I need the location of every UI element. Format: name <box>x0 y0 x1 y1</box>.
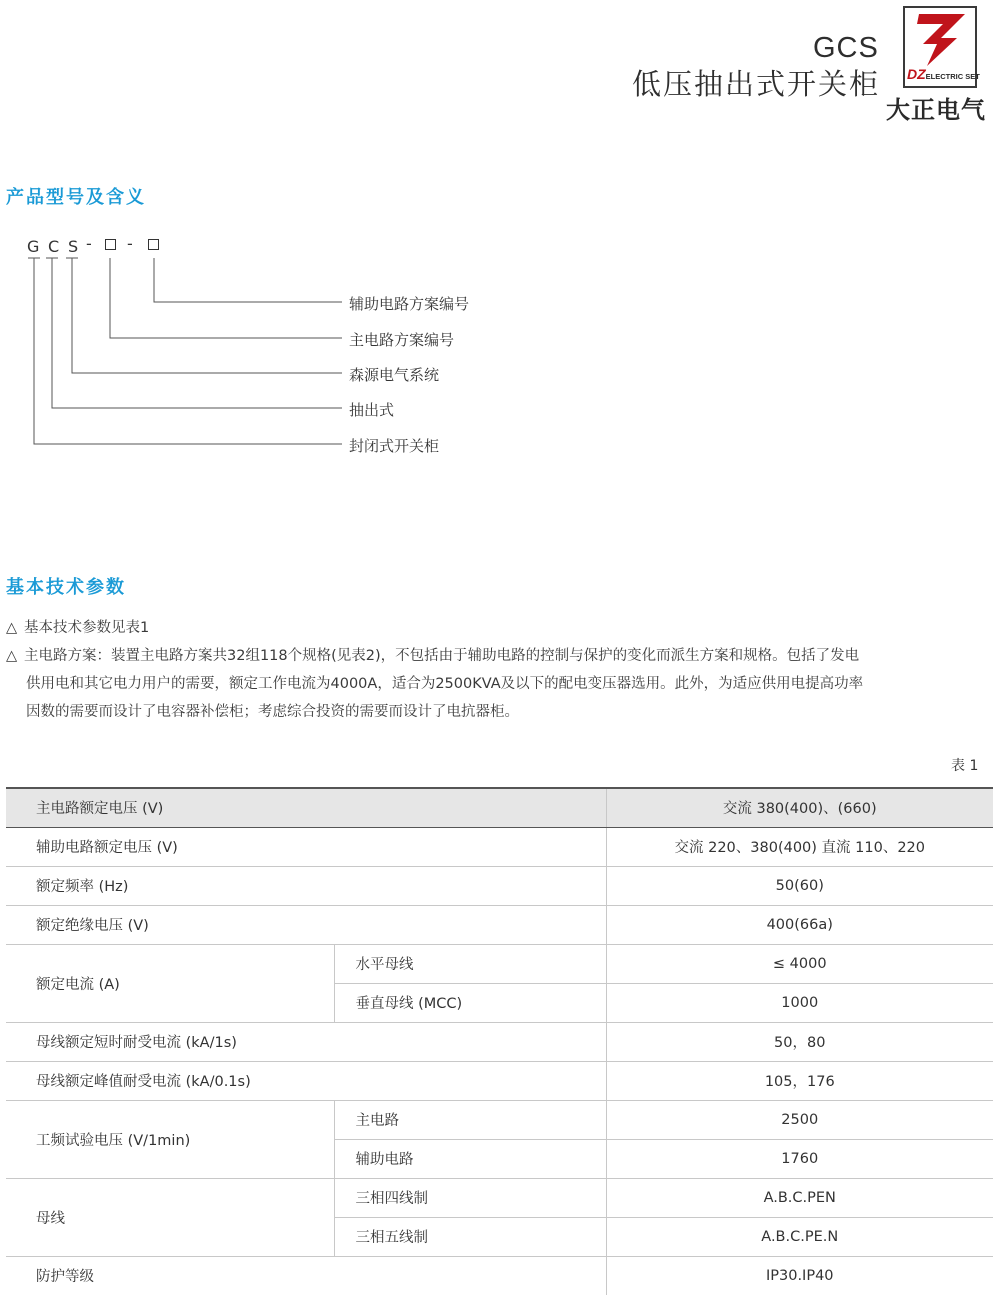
logo-mark-sub: ELECTRIC SET <box>925 72 980 81</box>
logo-mark <box>907 66 980 82</box>
table-cell-sublabel: 垂直母线 (MCC) <box>334 983 606 1022</box>
table-cell-value: 50(60) <box>606 866 993 905</box>
table-cell-label: 额定绝缘电压 (V) <box>6 905 606 944</box>
table-row <box>6 905 993 944</box>
model-code-dash: - <box>127 234 133 253</box>
table-row <box>6 1256 993 1295</box>
model-tree-lines <box>0 0 360 460</box>
table-row <box>6 866 993 905</box>
model-code-dash: - <box>86 234 92 253</box>
table-row <box>6 788 993 827</box>
table-cell-value: 1000 <box>606 983 993 1022</box>
table-cell-label: 辅助电路额定电压 (V) <box>6 827 606 866</box>
table-cell-value: 1760 <box>606 1139 993 1178</box>
table-cell-label: 母线额定峰值耐受电流 (kA/0.1s) <box>6 1061 606 1100</box>
table-caption: 表 1 <box>951 758 979 774</box>
table-cell-label: 母线额定短时耐受电流 (kA/1s) <box>6 1022 606 1061</box>
table-cell-sublabel: 水平母线 <box>334 944 606 983</box>
model-meaning-label: 主电路方案编号 <box>349 331 455 349</box>
table-cell-label: 额定电流 (A) <box>6 944 334 1022</box>
table-cell-value: 105，176 <box>606 1061 993 1100</box>
section-title-model: 产品型号及含义 <box>6 187 146 208</box>
spec-table <box>6 787 993 1295</box>
table-cell-sublabel: 三相四线制 <box>334 1178 606 1217</box>
table-cell-value: 交流 220、380(400) 直流 110、220 <box>606 827 993 866</box>
table-cell-sublabel: 主电路 <box>334 1100 606 1139</box>
table-row <box>6 944 993 983</box>
model-meaning-label: 抽出式 <box>349 401 395 419</box>
logo-mark-text: DZ <box>907 66 926 82</box>
table-row <box>6 1100 993 1139</box>
param-note-text: 主电路方案：装置主电路方案共32组118个规格(见表2)，不包括由于辅助电路的控制与保护的变化而派生方案和规格。包括了发电 <box>24 648 860 664</box>
param-note <box>6 642 859 670</box>
logo-brand-name: 大正电气 <box>886 96 986 124</box>
param-note-line: 因数的需要而设计了电容器补偿柜；考虑综合投资的需要而设计了电抗器柜。 <box>26 704 519 720</box>
section-title-params: 基本技术参数 <box>6 577 126 598</box>
product-code: GCS <box>813 32 879 64</box>
triangle-bullet-icon: △ <box>6 648 18 664</box>
table-row <box>6 827 993 866</box>
table-cell-label: 额定频率 (Hz) <box>6 866 606 905</box>
table-cell-label: 主电路额定电压 (V) <box>6 788 606 827</box>
table-cell-sublabel: 三相五线制 <box>334 1217 606 1256</box>
param-note <box>6 614 149 642</box>
table-cell-label: 母线 <box>6 1178 334 1256</box>
model-code-letter: G <box>27 237 40 256</box>
table-row <box>6 1178 993 1217</box>
model-code-letter: C <box>48 237 60 256</box>
table-cell-label: 防护等级 <box>36 1269 94 1286</box>
table-cell-value: 400(66a) <box>606 905 993 944</box>
param-note-text: 基本技术参数见表1 <box>24 620 150 636</box>
product-name: 低压抽出式开关柜 <box>632 67 881 101</box>
table-cell-value: ≤ 4000 <box>606 944 993 983</box>
table-cell-value: A.B.C.PEN <box>606 1178 993 1217</box>
table-cell-sublabel: 辅助电路 <box>334 1139 606 1178</box>
table-cell-value: 50，80 <box>606 1022 993 1061</box>
table-cell-value: 2500 <box>606 1100 993 1139</box>
param-note-line: 供用电和其它电力用户的需要，额定工作电流为4000A，适合为2500KVA及以下的配电变压器选用。此外，为适应供用电提高功率 <box>26 676 864 692</box>
table-cell-value: IP30.IP40 <box>606 1256 993 1295</box>
triangle-bullet-icon: △ <box>6 620 18 636</box>
table-cell-label: 工频试验电压 (V/1min) <box>6 1100 334 1178</box>
model-meaning-label: 封闭式开关柜 <box>349 437 440 455</box>
table-cell-value: A.B.C.PE.N <box>606 1217 993 1256</box>
table-row <box>6 1061 993 1100</box>
table-row <box>6 1022 993 1061</box>
model-code-letter: S <box>68 237 79 256</box>
model-meaning-label: 辅助电路方案编号 <box>349 295 470 313</box>
lightning-bolt-icon <box>905 8 979 70</box>
table-cell-value: 交流 380(400)、(660) <box>606 788 993 827</box>
model-meaning-label: 森源电气系统 <box>349 366 440 384</box>
